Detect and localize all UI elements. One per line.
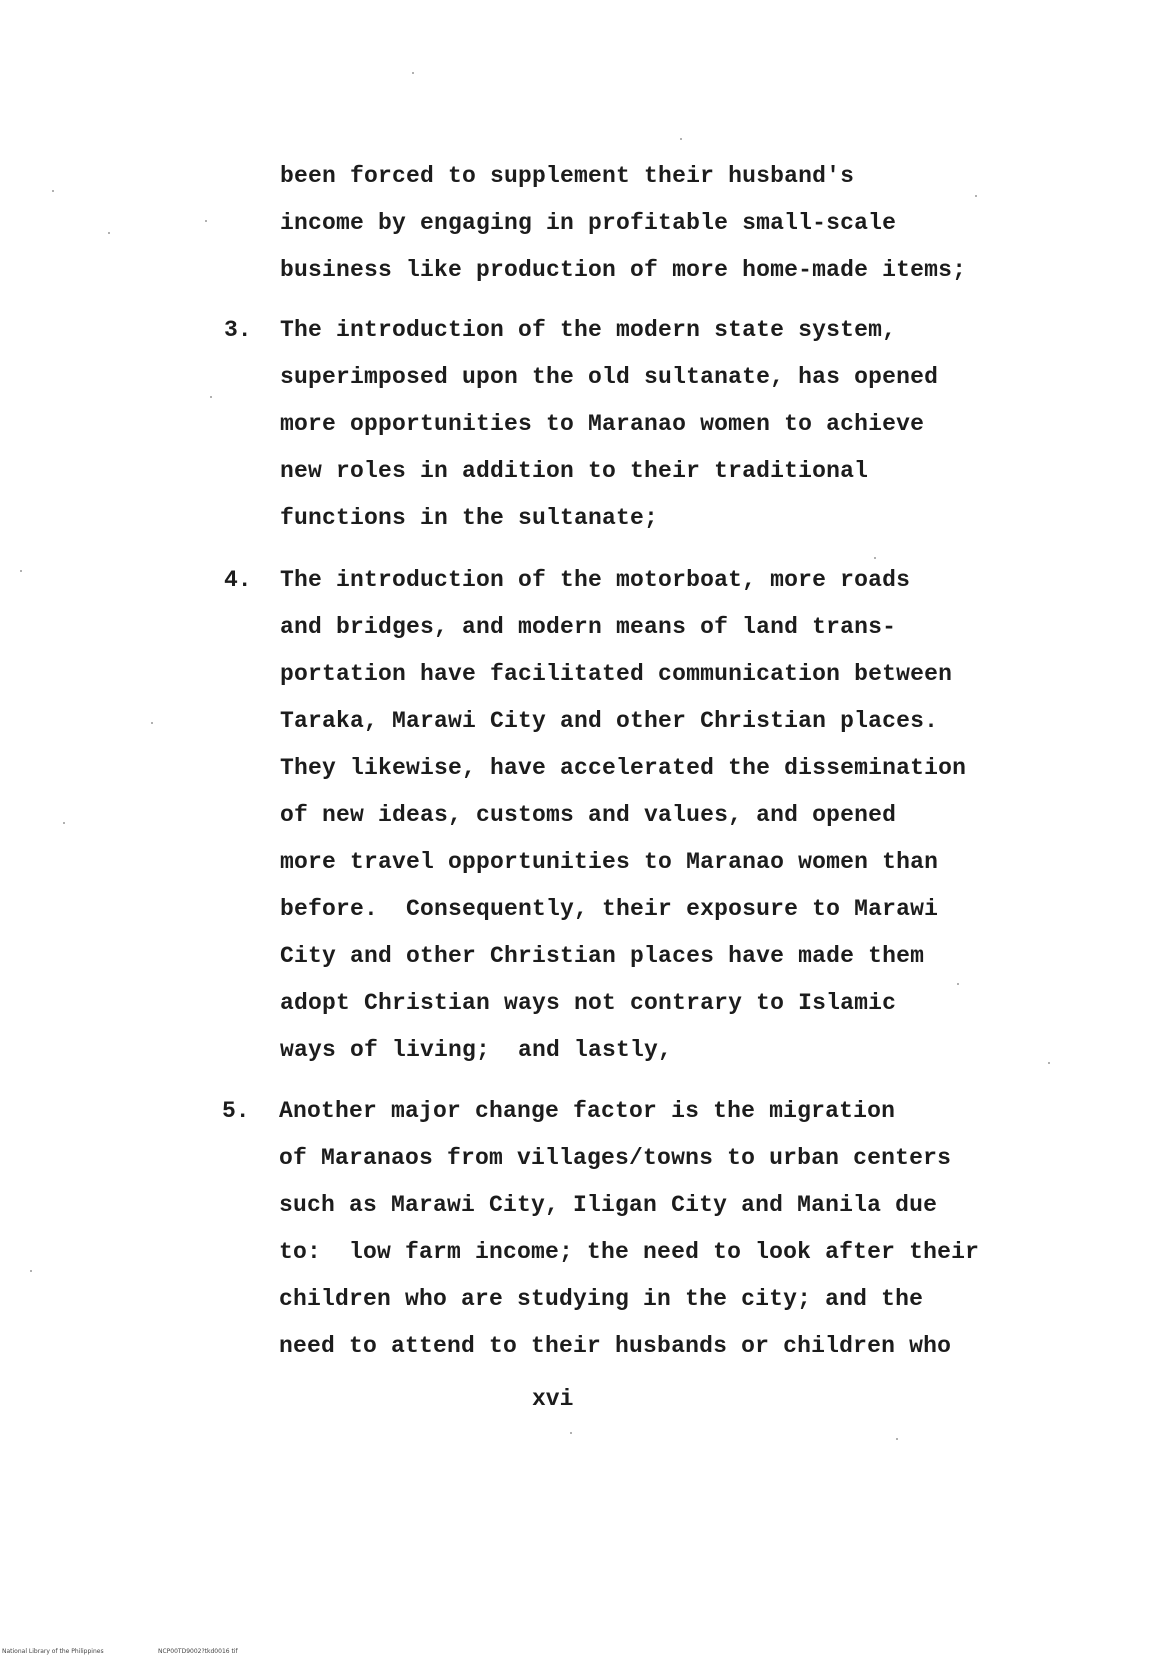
item-line: superimposed upon the old sultanate, has opened (280, 364, 939, 390)
item-line: children who are studying in the city; and the (279, 1286, 924, 1312)
item-line: portation have facilitated communication between (280, 661, 953, 687)
item-number: 5. (222, 1098, 250, 1124)
scan-speck (680, 138, 682, 140)
intro-line: income by engaging in profitable small-scale (280, 210, 897, 236)
footer-filename: NCP00TD9002?tkd0016 tif (158, 1648, 238, 1655)
item-line: City and other Christian places have made them (280, 943, 925, 969)
item-line: more travel opportunities to Maranao women than (280, 849, 939, 875)
item-number: 4. (224, 567, 252, 593)
item-line: ways of living; and lastly, (280, 1037, 673, 1063)
scan-speck (30, 1270, 32, 1272)
footer-library: National Library of the Philippines (2, 1648, 104, 1655)
scan-speck (570, 1432, 572, 1434)
scan-speck (412, 72, 414, 74)
item-line: before. Consequently, their exposure to Marawi (280, 896, 939, 922)
scan-speck (63, 822, 65, 824)
scan-speck (975, 195, 977, 197)
page-number: xvi (532, 1386, 574, 1412)
scan-speck (20, 570, 22, 572)
scan-speck (151, 722, 153, 724)
item-line: Taraka, Marawi City and other Christian places. (280, 708, 939, 734)
intro-line: business like production of more home-made items; (280, 257, 967, 283)
item-line: They likewise, have accelerated the dissemination (280, 755, 967, 781)
item-line: need to attend to their husbands or children who (279, 1333, 952, 1359)
scan-speck (108, 232, 110, 234)
item-number: 3. (224, 317, 252, 343)
scan-speck (52, 190, 54, 192)
item-line: The introduction of the motorboat, more roads (280, 567, 911, 593)
item-line: adopt Christian ways not contrary to Islamic (280, 990, 897, 1016)
item-line: more opportunities to Maranao women to achieve (280, 411, 925, 437)
item-line: to: low farm income; the need to look after their (279, 1239, 980, 1265)
scan-speck (896, 1438, 898, 1440)
item-line: functions in the sultanate; (280, 505, 659, 531)
scan-speck (1048, 1062, 1050, 1064)
item-line: and bridges, and modern means of land trans- (280, 614, 897, 640)
item-line: of Maranaos from villages/towns to urban centers (279, 1145, 952, 1171)
item-line: of new ideas, customs and values, and opened (280, 802, 897, 828)
scan-speck (210, 396, 212, 398)
item-line: such as Marawi City, Iligan City and Manila due (279, 1192, 938, 1218)
scan-speck (874, 557, 876, 559)
intro-line: been forced to supplement their husband's (280, 163, 855, 189)
item-line: Another major change factor is the migration (279, 1098, 896, 1124)
item-line: new roles in addition to their traditional (280, 458, 869, 484)
scan-speck (957, 983, 959, 985)
item-line: The introduction of the modern state system, (280, 317, 897, 343)
scan-speck (205, 220, 207, 222)
